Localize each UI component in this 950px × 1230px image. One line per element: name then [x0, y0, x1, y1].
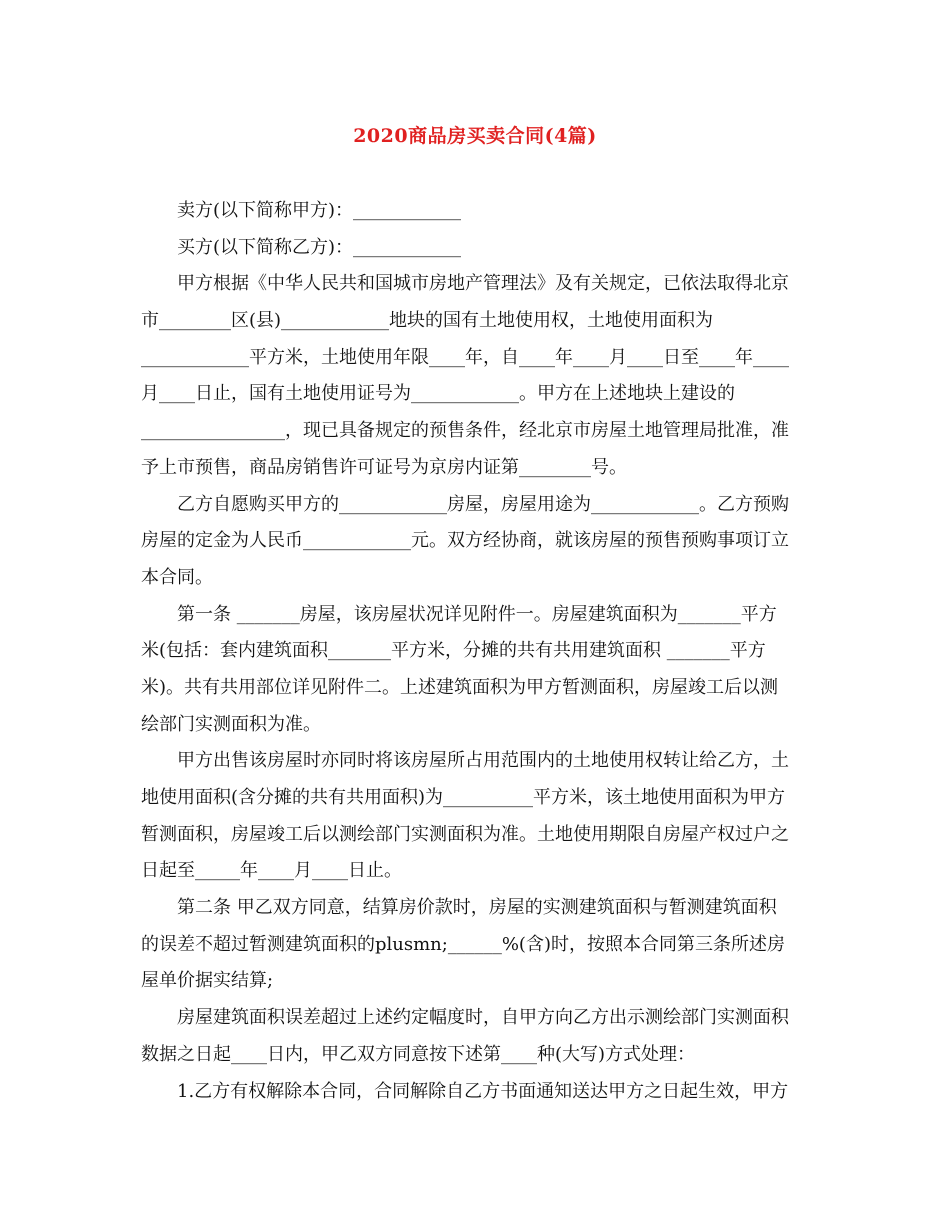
- body-line: 米(包括：套内建筑面积_______平方米，分摊的共有共用建筑面积 _______平方: [141, 640, 766, 662]
- body-line: 屋单价据实结算;: [141, 970, 274, 992]
- body-line: 卖方(以下简称甲方)：____________: [177, 200, 462, 221]
- document-body: [141, 193, 813, 1110]
- body-line: ____________平方米，土地使用年限____年，自____年____月____日至____年____: [141, 346, 789, 368]
- body-line: 米)。共有共用部位详见附件二。上述建筑面积为甲方暂测面积，房屋竣工后以测: [141, 676, 779, 698]
- body-line: 月____日止，国有土地使用证号为____________。甲方在上述地块上建设的: [141, 383, 735, 405]
- body-line: 本合同。: [141, 566, 213, 588]
- body-line: 1.乙方有权解除本合同，合同解除自乙方书面通知送达甲方之日起生效，甲方: [177, 1080, 789, 1102]
- body-line: ________________，现已具备规定的预售条件，经北京市房屋土地管理局批准，准: [141, 420, 789, 442]
- body-line: 日起至_____年____月____日止。: [141, 860, 402, 882]
- body-line: 地使用面积(含分摊的共有共用面积)为__________平方米，该土地使用面积为甲方: [141, 787, 786, 808]
- body-line: 房屋建筑面积误差超过上述约定幅度时，自甲方向乙方出示测绘部门实测面积: [177, 1007, 789, 1029]
- body-line: 的误差不超过暂测建筑面积的plusmn;______%(含)时，按照本合同第三条所述房: [141, 933, 785, 955]
- body-line: 第一条 _______房屋，该房屋状况详见附件一。房屋建筑面积为_______平方: [177, 603, 777, 625]
- body-line: 第二条 甲乙双方同意，结算房价款时，房屋的实测建筑面积与暂测建筑面积: [177, 897, 777, 919]
- body-line: 予上市预售，商品房销售许可证号为京房内证第________号。: [141, 456, 627, 478]
- body-line: 绘部门实测面积为准。: [141, 713, 321, 735]
- body-line: 数据之日起____日内，甲乙双方同意按下述第____种(大写)方式处理：: [141, 1043, 696, 1065]
- body-line: 暂测面积，房屋竣工后以测绘部门实测面积为准。土地使用期限自房屋产权过户之: [141, 823, 789, 845]
- document-title: 2020商品房买卖合同(4篇): [353, 125, 597, 147]
- body-line: 买方(以下简称乙方)：____________: [177, 236, 462, 258]
- body-line: 乙方自愿购买甲方的____________房屋，房屋用途为____________。乙方预购: [177, 493, 789, 515]
- body-line: 房屋的定金为人民币____________元。双方经协商，就该房屋的预售预购事项订立: [141, 530, 789, 552]
- body-line: 甲方出售该房屋时亦同时将该房屋所占用范围内的土地使用权转让给乙方，土: [177, 750, 789, 772]
- body-line: 甲方根据《中华人民共和国城市房地产管理法》及有关规定，已依法取得北京: [177, 273, 789, 295]
- body-line: 市________区(县)____________地块的国有土地使用权，土地使用面积为: [141, 310, 714, 332]
